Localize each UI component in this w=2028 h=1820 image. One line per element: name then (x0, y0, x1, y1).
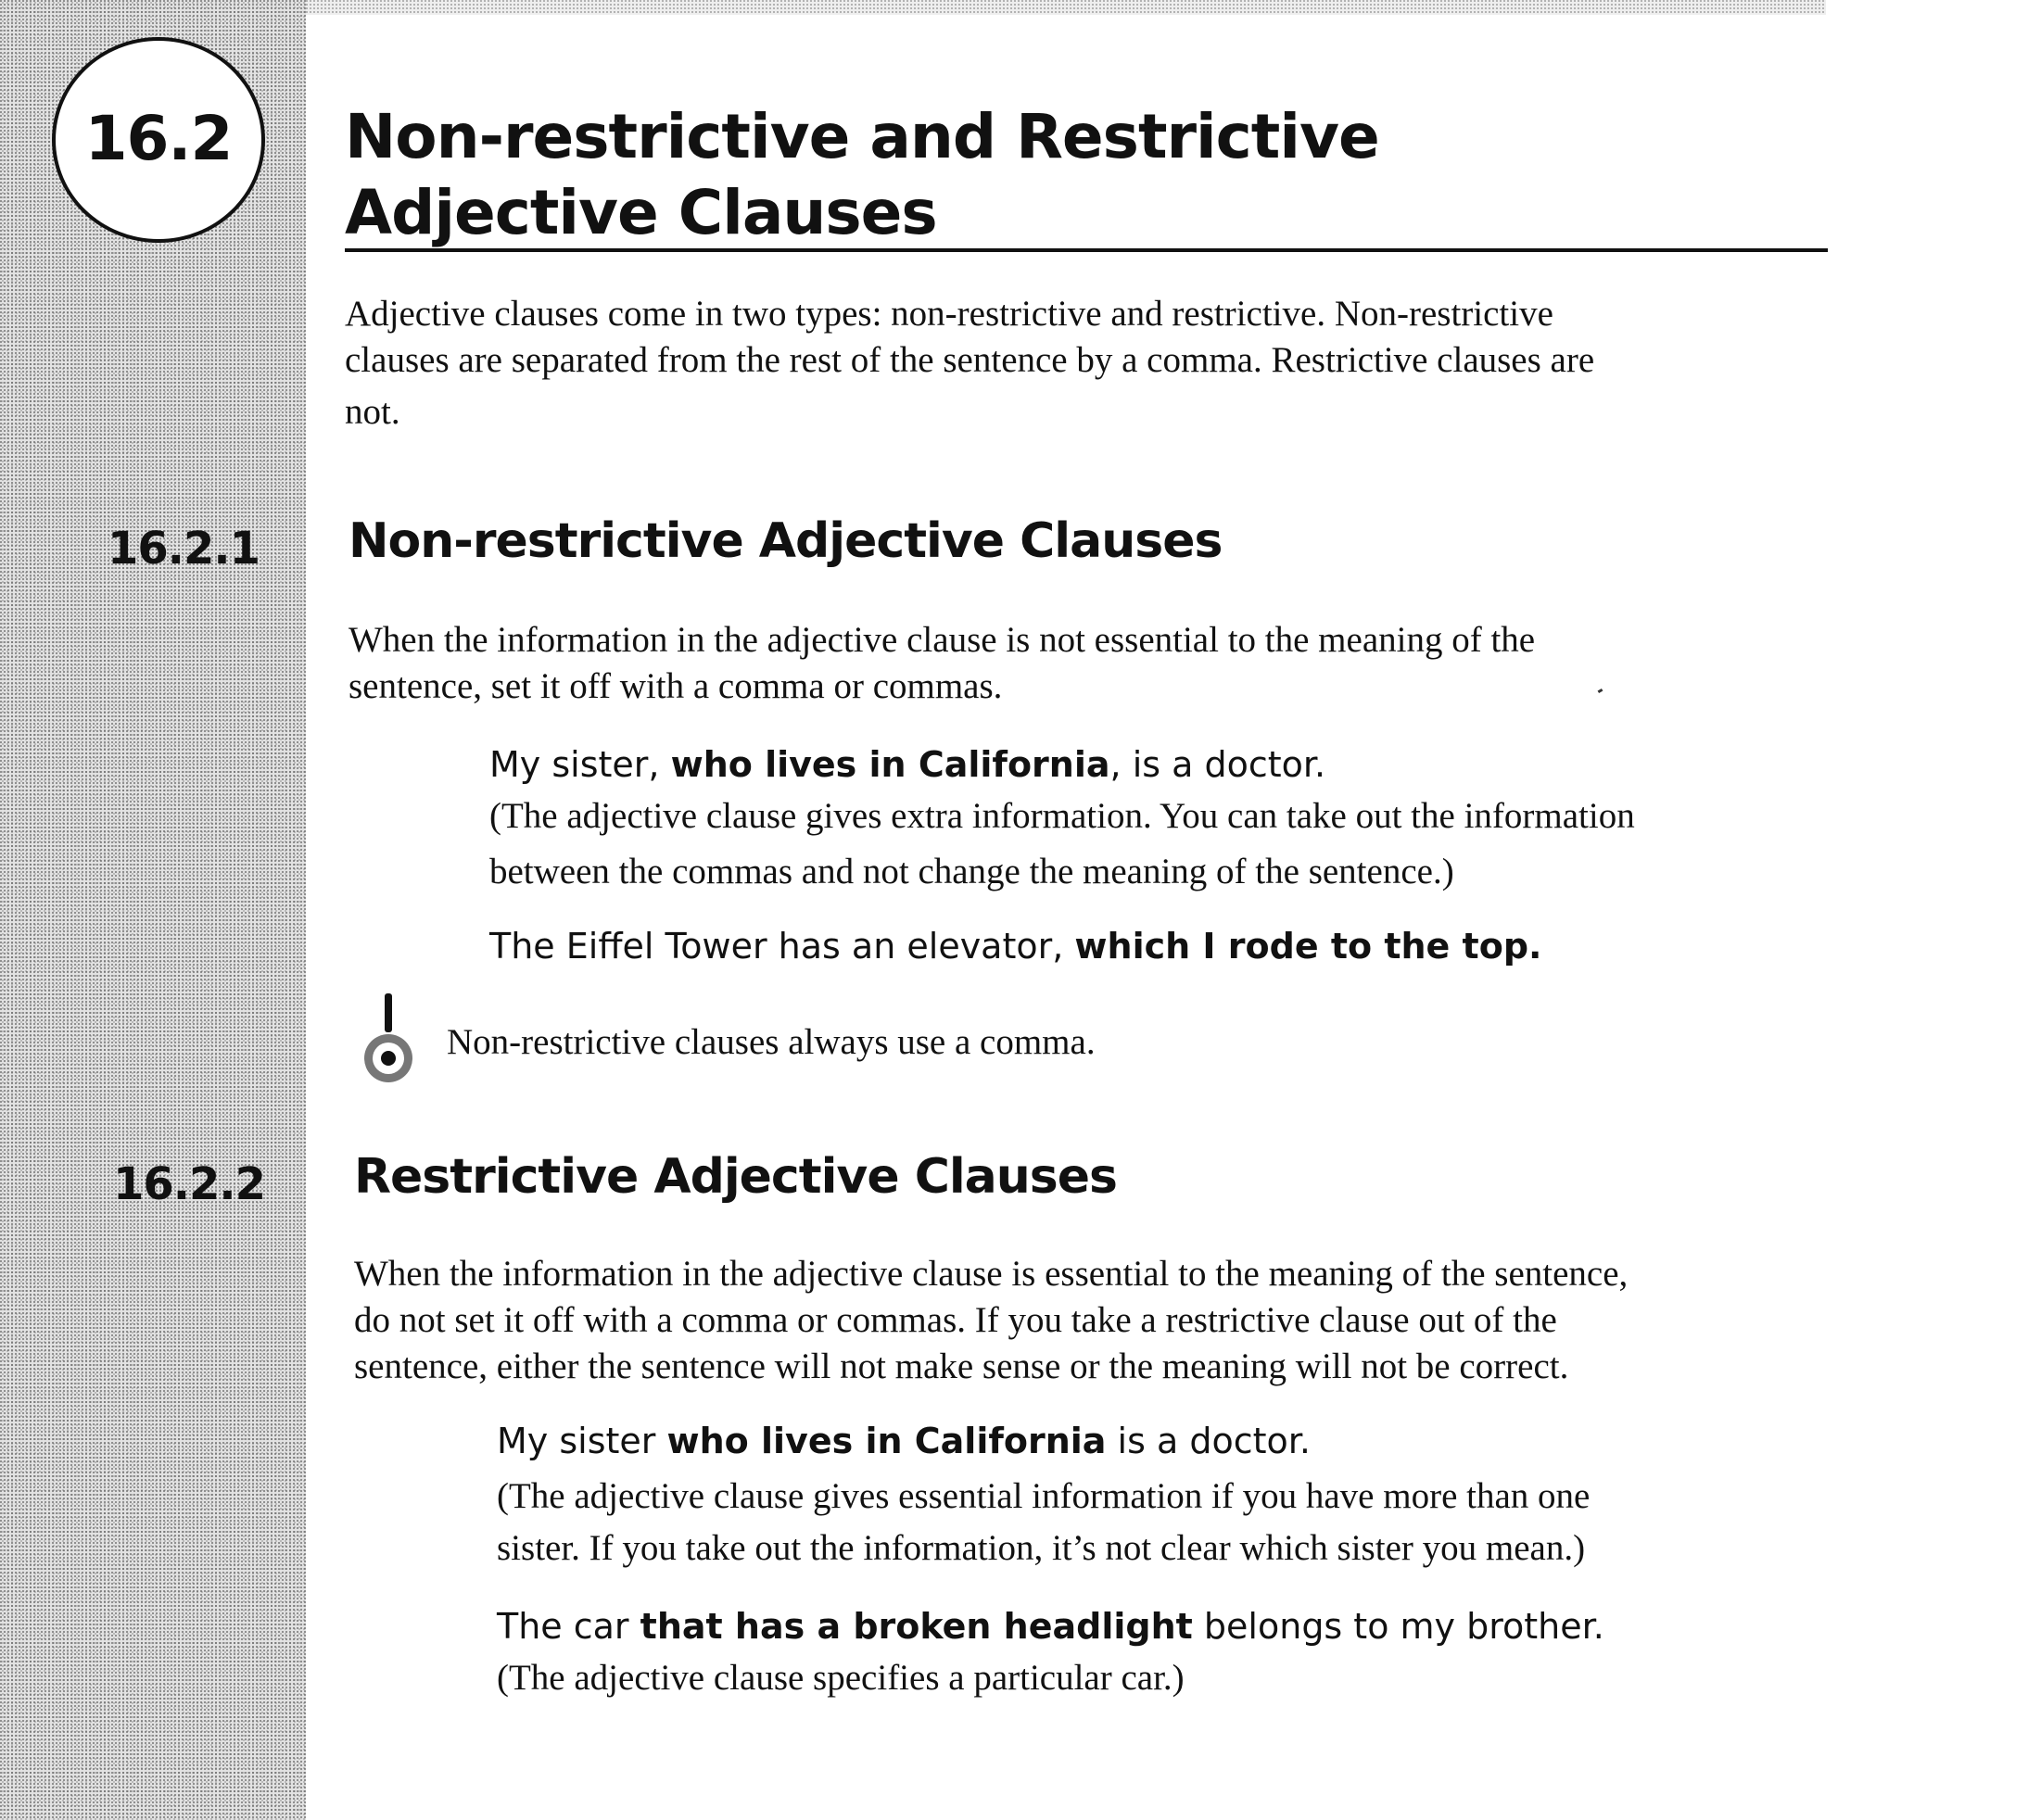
scan-speck (1598, 689, 1603, 693)
section-title-line-2: Adjective Clauses (345, 177, 937, 248)
sub1-note: Non-restrictive clauses always use a comma. (447, 1022, 1096, 1062)
sub1-explanation-line-2: between the commas and not change the meaning of the sentence.) (489, 852, 1454, 891)
sub1-body-line-1: When the information in the adjective clause is not essential to the meaning of the (349, 620, 1536, 660)
sub1-body-line-2: sentence, set it off with a comma or commas. (349, 666, 1003, 706)
example-clause: who lives in California (670, 744, 1110, 785)
subsection-number-1: 16.2.1 (108, 523, 260, 575)
sub2-example-1 (497, 1418, 1311, 1464)
sub1-explanation-line-1: (The adjective clause gives extra information. You can take out the information (489, 796, 1635, 836)
left-margin-shading (0, 0, 306, 1820)
example-text: , is a doctor. (1109, 744, 1326, 785)
example-text: My sister (497, 1421, 656, 1461)
example-text: My sister, (489, 744, 660, 785)
example-text: The car (497, 1606, 629, 1647)
sub2-body-line-3: sentence, either the sentence will not make sense or the meaning will not be correct. (354, 1346, 1569, 1386)
top-edge-shading (306, 0, 1826, 15)
subsection-heading-1: Non-restrictive Adjective Clauses (349, 513, 1223, 569)
warning-icon (356, 993, 421, 1086)
sub2-explanation-line-1: (The adjective clause gives essential information if you have more than one (497, 1476, 1591, 1516)
sub2-explanation-line-2: sister. If you take out the information, it’s not clear which sister you mean.) (497, 1528, 1586, 1568)
example-text: The Eiffel Tower has an elevator, (489, 926, 1064, 967)
subsection-number-2: 16.2.2 (113, 1158, 266, 1210)
intro-line-1: Adjective clauses come in two types: non-restrictive and restrictive. Non-restrictive (345, 294, 1553, 334)
example-clause: that has a broken headlight (640, 1606, 1193, 1647)
example-text: is a doctor. (1117, 1421, 1311, 1461)
intro-line-3: not. (345, 392, 400, 432)
sub2-example-2 (497, 1603, 1604, 1649)
section-number: 16.2 (84, 103, 233, 174)
example-text: belongs to my brother. (1203, 1606, 1604, 1647)
example-clause: who lives in California (666, 1421, 1107, 1461)
section-number-badge (52, 37, 265, 243)
subsection-heading-2: Restrictive Adjective Clauses (354, 1149, 1117, 1205)
sub2-body-line-1: When the information in the adjective clause is essential to the meaning of the sentence, (354, 1254, 1629, 1294)
sub2-body-line-2: do not set it off with a comma or commas. If you take a restrictive clause out of the (354, 1300, 1557, 1340)
sub2-explanation-2: (The adjective clause specifies a particular car.) (497, 1658, 1185, 1698)
example-clause: which I rode to the top. (1074, 926, 1542, 967)
intro-line-2: clauses are separated from the rest of the sentence by a comma. Restrictive clauses are (345, 340, 1595, 380)
sub1-example-1 (489, 741, 1325, 788)
title-rule (345, 248, 1828, 252)
section-title-line-1: Non-restrictive and Restrictive (345, 101, 1379, 172)
sub1-example-2 (489, 923, 1541, 969)
